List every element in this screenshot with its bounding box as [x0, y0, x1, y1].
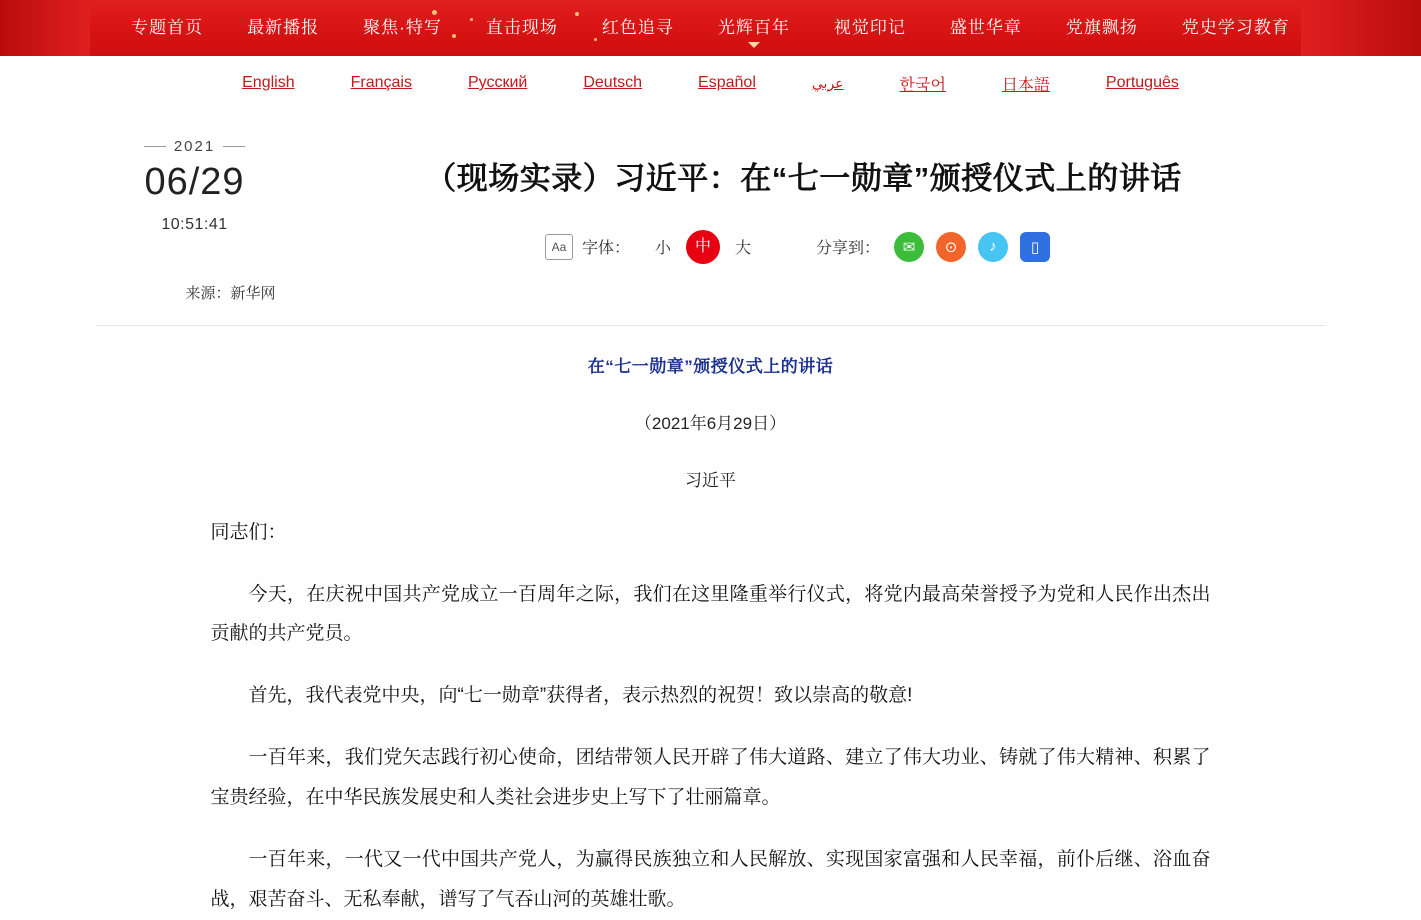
- weibo-share-icon[interactable]: [936, 232, 966, 262]
- wechat-share-icon[interactable]: [894, 232, 924, 262]
- nav-item-label: 最新播报: [247, 18, 320, 37]
- font-size-medium-button[interactable]: 中: [686, 230, 720, 264]
- article-subdate: （2021年6月29日）: [634, 413, 787, 433]
- font-size-label: 字体：: [581, 240, 630, 258]
- publish-date-block: [96, 128, 294, 234]
- language-label: Français: [350, 74, 412, 91]
- nav-item-label: 盛世华章: [949, 18, 1022, 37]
- article-source: 来源：新华网: [185, 284, 276, 302]
- nav-item-6[interactable]: [812, 0, 928, 56]
- article-paragraph-4: 一百年来，一代又一代中国共产党人，为赢得民族独立和人民解放、实现国家富强和人民幸福，前仆后继、浴血奋战，艰苦奋斗、无私奉献，谱写了气吞山河的英雄壮歌。: [210, 849, 1211, 910]
- nav-item-label: 直击现场: [485, 18, 558, 37]
- language-label: Русский: [467, 74, 528, 91]
- article-header: [96, 110, 1326, 264]
- nav-item-label: 党史学习教育: [1181, 18, 1290, 37]
- publish-year: 2021: [173, 138, 216, 155]
- article-paragraph-1: 今天，在庆祝中国共产党成立一百周年之际，我们在这里隆重举行仪式，将党内最高荣誉授予为党和人民作出杰出贡献的共产党员。: [210, 583, 1211, 645]
- qzone-share-icon[interactable]: [978, 232, 1008, 262]
- language-link-portuguese[interactable]: [1078, 74, 1207, 92]
- language-link-russian[interactable]: [440, 74, 555, 92]
- language-label: English: [242, 74, 295, 91]
- nav-item-label: 专题首页: [131, 18, 204, 37]
- language-bar: [0, 56, 1421, 110]
- article-paragraph-0: 同志们：: [210, 521, 287, 543]
- language-link-deutsch[interactable]: [555, 74, 670, 92]
- top-navigation-bar: [0, 0, 1421, 56]
- wechat-share-glyph: ✉: [902, 238, 916, 256]
- language-label: Português: [1105, 74, 1179, 91]
- language-link-arabic[interactable]: [784, 75, 872, 92]
- article-header-wrapper: [96, 110, 1326, 303]
- app-share-glyph: ▯: [1030, 238, 1040, 256]
- article-author: 习近平: [685, 470, 736, 490]
- nav-item-list: [109, 0, 1312, 56]
- publish-year-row: [96, 138, 294, 155]
- language-label: عربي: [811, 74, 844, 91]
- nav-item-label: 聚焦·特写: [363, 18, 442, 37]
- nav-item-7[interactable]: [928, 0, 1044, 56]
- nav-item-label: 红色追寻: [601, 18, 674, 37]
- date-rule-right: [223, 146, 245, 147]
- date-rule-left: [144, 146, 166, 147]
- nav-item-2[interactable]: [341, 0, 464, 56]
- nav-item-3[interactable]: [464, 0, 580, 56]
- font-size-icon-label: Aa: [551, 239, 567, 254]
- weibo-share-glyph: ⊙: [944, 238, 958, 256]
- nav-item-4[interactable]: [580, 0, 696, 56]
- language-link-francais[interactable]: [323, 74, 440, 92]
- nav-item-1[interactable]: [225, 0, 341, 56]
- article-paragraph-2: 首先，我代表党中央，向“七一勋章”获得者，表示热烈的祝贺！致以崇高的敬意!: [248, 685, 913, 707]
- article-body: [211, 326, 1211, 920]
- nav-item-label: 党旗飘扬: [1065, 18, 1138, 37]
- font-size-icon: [545, 234, 573, 260]
- nav-item-8[interactable]: [1044, 0, 1160, 56]
- article-paragraph-3: 一百年来，我们党矢志践行初心使命，团结带领人民开辟了伟大道路、建立了伟大功业、铸就了伟大精神、积累了宝贵经验，在中华民族发展史和人类社会进步史上写下了壮丽篇章。: [210, 747, 1211, 809]
- language-label: Deutsch: [583, 74, 643, 91]
- publish-time: 10:51:41: [161, 216, 228, 233]
- article-header-right: [294, 128, 1326, 264]
- language-label: 한국어: [899, 76, 946, 94]
- language-label: 日本語: [1001, 76, 1050, 94]
- font-size-small-button[interactable]: 小: [654, 240, 671, 258]
- nav-item-label: 视觉印记: [833, 18, 906, 37]
- app-share-icon[interactable]: [1020, 232, 1050, 262]
- nav-item-0[interactable]: [109, 0, 225, 56]
- nav-item-label: 光辉百年: [717, 18, 790, 37]
- font-size-large-button[interactable]: 大: [734, 240, 751, 258]
- language-label: Español: [698, 74, 756, 91]
- language-link-korean[interactable]: [872, 72, 974, 95]
- nav-item-5-active[interactable]: [696, 0, 812, 56]
- article-subtitle: 在“七一勋章”颁授仪式上的讲话: [587, 356, 834, 376]
- language-link-espanol[interactable]: [670, 74, 784, 92]
- qzone-share-glyph: ♪: [989, 238, 997, 256]
- nav-item-9[interactable]: [1160, 0, 1312, 56]
- page-title: （现场实录）习近平：在“七一勋章”颁授仪式上的讲话: [425, 160, 1182, 196]
- language-link-japanese[interactable]: [974, 72, 1078, 95]
- language-link-english[interactable]: [214, 74, 322, 92]
- article-toolbar: [302, 230, 1326, 264]
- publish-month-day: 06/29: [144, 161, 245, 203]
- share-label: 分享到：: [816, 240, 881, 258]
